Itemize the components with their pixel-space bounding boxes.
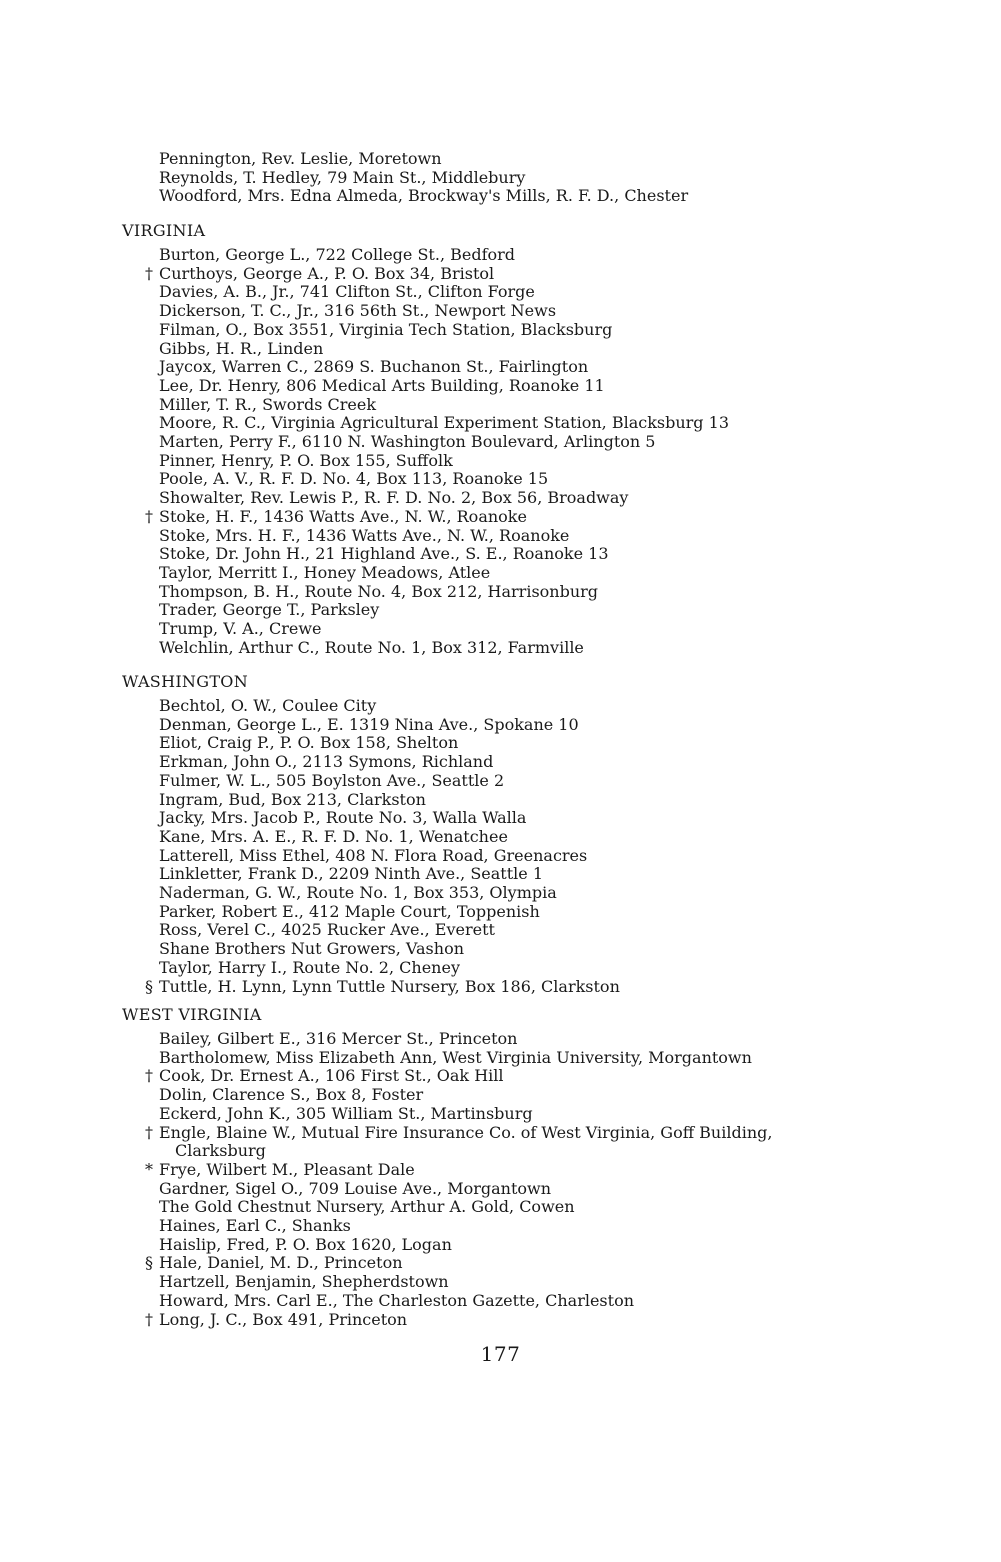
entry-text: Jacky, Mrs. Jacob P., Route No. 3, Walla Walla (159, 808, 527, 828)
list-item (122, 470, 882, 489)
list-item (122, 865, 882, 884)
entry-text: Poole, A. V., R. F. D. No. 4, Box 113, Roanoke 15 (159, 469, 549, 489)
entry-text: Gibbs, H. R., Linden (159, 338, 324, 358)
list-item (122, 828, 882, 847)
list-item (122, 283, 882, 302)
entry-text: Kane, Mrs. A. E., R. F. D. No. 1, Wenatchee (159, 826, 508, 846)
membership-mark: † (145, 1066, 153, 1086)
entry-text: Trump, V. A., Crewe (159, 619, 322, 639)
entry-text: Linkletter, Frank D., 2209 Ninth Ave., Seattle 1 (159, 864, 544, 884)
entry-text: Showalter, Rev. Lewis P., R. F. D. No. 2, Box 56, Broadway (159, 488, 629, 508)
list-item (122, 1049, 882, 1068)
list-item (122, 1105, 882, 1124)
membership-mark: † (145, 1309, 153, 1329)
entry-text: Dolin, Clarence S., Box 8, Foster (159, 1085, 424, 1105)
list-item (122, 1180, 882, 1199)
entry-text: Curthoys, George A., P. O. Box 34, Bristol (159, 263, 495, 283)
entry-text: Frye, Wilbert M., Pleasant Dale (159, 1159, 415, 1179)
entry-text: Reynolds, T. Hedley, 79 Main St., Middlebury (159, 167, 526, 187)
list-item (122, 716, 882, 735)
list-item (122, 377, 882, 396)
list-item (122, 583, 882, 602)
entry-text: Haines, Earl C., Shanks (159, 1216, 351, 1236)
list-item (122, 433, 882, 452)
entry-text: Davies, A. B., Jr., 741 Clifton St., Clifton Forge (159, 282, 535, 302)
list-item (122, 1161, 882, 1180)
list-item (122, 1311, 882, 1330)
list-item (122, 1124, 882, 1161)
entry-text: Cook, Dr. Ernest A., 106 First St., Oak Hill (159, 1066, 504, 1086)
entry-text: Lee, Dr. Henry, 806 Medical Arts Building, Roanoke 11 (159, 375, 605, 395)
list-item (122, 620, 882, 639)
list-item (122, 150, 882, 169)
entry-text: Jaycox, Warren C., 2869 S. Buchanon St., Fairlington (159, 357, 589, 377)
list-item (122, 1273, 882, 1292)
entry-text: Pennington, Rev. Leslie, Moretown (159, 149, 442, 168)
entry-text: Woodford, Mrs. Edna Almeda, Brockway's Mills, R. F. D., Chester (159, 186, 689, 206)
entry-text: Bechtol, O. W., Coulee City (159, 696, 377, 715)
list-item (122, 265, 882, 284)
list-item (122, 1217, 882, 1236)
list-item (122, 959, 882, 978)
entry-text: Eckerd, John K., 305 William St., Martinsburg (159, 1103, 533, 1123)
entry-text: Welchlin, Arthur C., Route No. 1, Box 312, Farmville (159, 637, 584, 657)
list-item (122, 809, 882, 828)
list-item (122, 187, 882, 206)
list-item (122, 1236, 882, 1255)
entry-text: Thompson, B. H., Route No. 4, Box 212, Harrisonburg (159, 581, 599, 601)
list-item (122, 639, 882, 658)
list-item (122, 601, 882, 620)
entry-text: Marten, Perry F., 6110 N. Washington Boulevard, Arlington 5 (159, 432, 656, 452)
entry-text: Ingram, Bud, Box 213, Clarkston (159, 789, 426, 809)
entry-text: Naderman, G. W., Route No. 1, Box 353, Olympia (159, 883, 557, 903)
entry-text: Hartzell, Benjamin, Shepherdstown (159, 1272, 449, 1292)
entry-text: Miller, T. R., Swords Creek (159, 394, 377, 414)
list-item (122, 396, 882, 415)
entry-text: The Gold Chestnut Nursery, Arthur A. Gold, Cowen (159, 1197, 575, 1217)
entry-text: Ross, Verel C., 4025 Rucker Ave., Everett (159, 920, 495, 940)
entry-text: Engle, Blaine W., Mutual Fire Insurance Co. of West Virginia, Goff Building, (159, 1122, 773, 1142)
list-item (122, 697, 882, 716)
entry-text: Erkman, John O., 2113 Symons, Richland (159, 752, 494, 772)
list-item (122, 358, 882, 377)
entry-text: Tuttle, H. Lynn, Lynn Tuttle Nursery, Box 186, Clarkston (159, 976, 620, 996)
list-item (122, 734, 882, 753)
entry-text: Howard, Mrs. Carl E., The Charleston Gazette, Charleston (159, 1290, 634, 1310)
entry-text: Latterell, Miss Ethel, 408 N. Flora Road, Greenacres (159, 845, 588, 865)
entry-text: Bartholomew, Miss Elizabeth Ann, West Virginia University, Morgantown (159, 1047, 752, 1067)
membership-mark: † (145, 1122, 153, 1142)
list-item (122, 452, 882, 471)
list-item (122, 940, 882, 959)
entry-text: Bailey, Gilbert E., 316 Mercer St., Princeton (159, 1029, 518, 1048)
list-item (122, 1292, 882, 1311)
entry-list (122, 697, 882, 996)
state-heading: WEST VIRGINIA (122, 1005, 262, 1024)
list-item (122, 564, 882, 583)
entry-text: Shane Brothers Nut Growers, Vashon (159, 939, 465, 959)
list-item (122, 791, 882, 810)
entry-text: Long, J. C., Box 491, Princeton (159, 1309, 408, 1329)
list-item (122, 1030, 882, 1049)
section-washington (122, 672, 882, 996)
list-item (122, 847, 882, 866)
entry-text: Parker, Robert E., 412 Maple Court, Toppenish (159, 901, 540, 921)
entry-text: Dickerson, T. C., Jr., 316 56th St., Newport News (159, 301, 557, 321)
list-item (122, 903, 882, 922)
membership-mark: * (145, 1159, 153, 1179)
membership-mark: † (145, 263, 153, 283)
entry-text: Trader, George T., Parksley (159, 600, 380, 620)
list-item (122, 545, 882, 564)
entry-text: Eliot, Craig P., P. O. Box 158, Shelton (159, 733, 459, 753)
entry-text: Filman, O., Box 3551, Virginia Tech Station, Blacksburg (159, 319, 613, 339)
entry-text: Burton, George L., 722 College St., Bedford (159, 245, 516, 264)
entry-text: Stoke, H. F., 1436 Watts Ave., N. W., Roanoke (159, 506, 527, 526)
entry-list (122, 1030, 882, 1329)
list-item (122, 1254, 882, 1273)
list-item (122, 978, 882, 997)
entry-text: Stoke, Dr. John H., 21 Highland Ave., S. E., Roanoke 13 (159, 544, 609, 564)
list-item (122, 414, 882, 433)
membership-mark: † (145, 506, 153, 526)
entry-text: Pinner, Henry, P. O. Box 155, Suffolk (159, 450, 453, 470)
list-item (122, 246, 882, 265)
list-item (122, 527, 882, 546)
list-item (122, 340, 882, 359)
section-west-virginia (122, 1005, 882, 1329)
list-item (122, 508, 882, 527)
entry-text: Denman, George L., E. 1319 Nina Ave., Spokane 10 (159, 714, 579, 734)
entry-text: Stoke, Mrs. H. F., 1436 Watts Ave., N. W., Roanoke (159, 525, 570, 545)
state-heading: VIRGINIA (122, 221, 206, 240)
page-number: 177 (480, 1342, 521, 1366)
section-virginia (122, 221, 882, 657)
entry-text: Haislip, Fred, P. O. Box 1620, Logan (159, 1234, 452, 1254)
list-item (122, 302, 882, 321)
list-item (122, 921, 882, 940)
entry-text: Taylor, Merritt I., Honey Meadows, Atlee (159, 562, 491, 582)
entry-text: Gardner, Sigel O., 709 Louise Ave., Morgantown (159, 1178, 552, 1198)
entry-list (122, 246, 882, 657)
list-item (122, 169, 882, 188)
list-item (122, 772, 882, 791)
list-item (122, 489, 882, 508)
list-item (122, 753, 882, 772)
entry-text: Fulmer, W. L., 505 Boylston Ave., Seattle 2 (159, 770, 505, 790)
list-item (122, 884, 882, 903)
membership-mark: § (145, 1253, 153, 1273)
entry-text: Hale, Daniel, M. D., Princeton (159, 1253, 403, 1273)
list-item (122, 321, 882, 340)
list-item (122, 1067, 882, 1086)
entry-continuation: Clarksburg (175, 1141, 266, 1161)
entry-text: Moore, R. C., Virginia Agricultural Experiment Station, Blacksburg 13 (159, 413, 729, 433)
intro-list (122, 150, 882, 206)
membership-mark: § (145, 976, 153, 996)
list-item (122, 1086, 882, 1105)
list-item (122, 1198, 882, 1217)
entry-text: Taylor, Harry I., Route No. 2, Cheney (159, 957, 460, 977)
state-heading: WASHINGTON (122, 672, 249, 691)
